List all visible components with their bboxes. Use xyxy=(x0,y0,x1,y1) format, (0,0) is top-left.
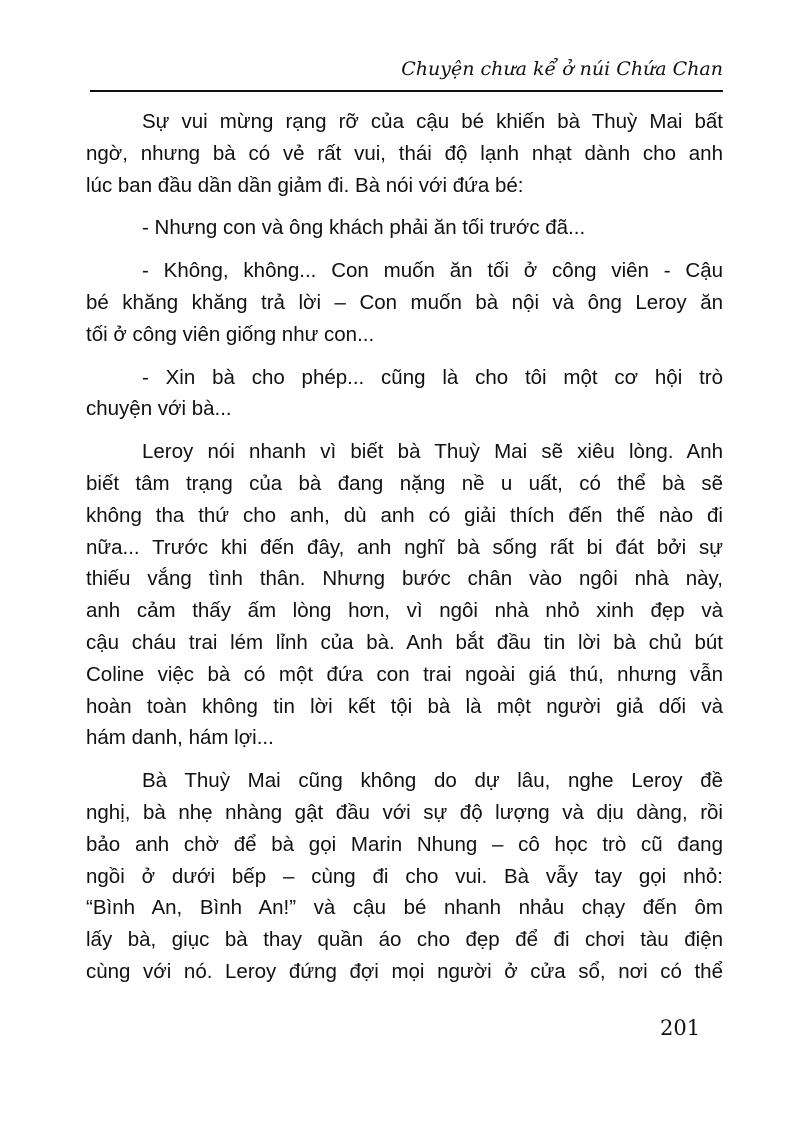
page-number: 201 xyxy=(660,1016,701,1040)
text-line: Coline việc bà có một đứa con trai ngoài giá thú, nhưng vẫn xyxy=(86,662,723,686)
paragraph xyxy=(86,362,723,426)
paragraph xyxy=(86,106,723,201)
text-line: nghị, bà nhẹ nhàng gật đầu với sự độ lượng và dịu dàng, rồi xyxy=(86,800,723,824)
text-line: ngờ, nhưng bà có vẻ rất vui, thái độ lạnh nhạt dành cho anh xyxy=(86,141,723,165)
text-line: không tha thứ cho anh, dù anh có giải thích đến thế nào đi xyxy=(86,503,723,527)
text-line: - Xin bà cho phép... cũng là cho tôi một cơ hội trò xyxy=(142,365,723,389)
page-body xyxy=(86,106,723,999)
text-line: “Bình An, Bình An!” và cậu bé nhanh nhảu chạy đến ôm xyxy=(86,896,723,920)
text-line: Leroy nói nhanh vì biết bà Thuỳ Mai sẽ xiêu lòng. Anh xyxy=(142,440,723,464)
text-line: bảo anh chờ để bà gọi Marin Nhung – cô học trò cũ đang xyxy=(86,832,723,856)
paragraph xyxy=(86,212,723,244)
text-line: - Nhưng con và ông khách phải ăn tối trước đã... xyxy=(142,216,586,240)
header-rule xyxy=(90,90,723,92)
text-line: lúc ban đầu dần dần giảm đi. Bà nói với đứa bé: xyxy=(86,173,524,197)
text-line: anh cảm thấy ấm lòng hơn, vì ngôi nhà nhỏ xinh đẹp và xyxy=(86,599,723,623)
text-line: tối ở công viên giống như con... xyxy=(86,322,375,346)
text-line: - Không, không... Con muốn ăn tối ở công viên - Cậu xyxy=(142,259,723,283)
text-line: hoàn toàn không tin lời kết tội bà là một người giả dối và xyxy=(86,694,723,718)
text-line: thiếu vắng tình thân. Nhưng bước chân vào ngôi nhà này, xyxy=(86,567,723,591)
paragraph xyxy=(86,255,723,350)
text-line: cùng với nó. Leroy đứng đợi mọi người ở cửa sổ, nơi có thể xyxy=(86,959,723,983)
text-line: chuyện với bà... xyxy=(86,397,232,421)
running-header: Chuyện chưa kể ở núi Chứa Chan xyxy=(401,58,723,80)
paragraph xyxy=(86,765,723,988)
text-line: hám danh, hám lợi... xyxy=(86,726,274,750)
text-line: biết tâm trạng của bà đang nặng nề u uất, có thể bà sẽ xyxy=(86,471,723,495)
text-line: cậu cháu trai lém lỉnh của bà. Anh bắt đầu tin lời bà chủ bút xyxy=(86,630,723,654)
paragraph xyxy=(86,436,723,754)
text-line: Sự vui mừng rạng rỡ của cậu bé khiến bà Thuỳ Mai bất xyxy=(142,110,723,133)
text-line: Bà Thuỳ Mai cũng không do dự lâu, nghe Leroy đề xyxy=(142,769,723,793)
text-line: nữa... Trước khi đến đây, anh nghĩ bà sống rất bi đát bởi sự xyxy=(86,535,723,559)
text-line: ngồi ở dưới bếp – cùng đi cho vui. Bà vẫy tay gọi nhỏ: xyxy=(86,864,723,888)
text-line: bé khăng khăng trả lời – Con muốn bà nội và ông Leroy ăn xyxy=(86,290,723,314)
text-line: lấy bà, giục bà thay quần áo cho đẹp để đi chơi tàu điện xyxy=(86,928,723,952)
